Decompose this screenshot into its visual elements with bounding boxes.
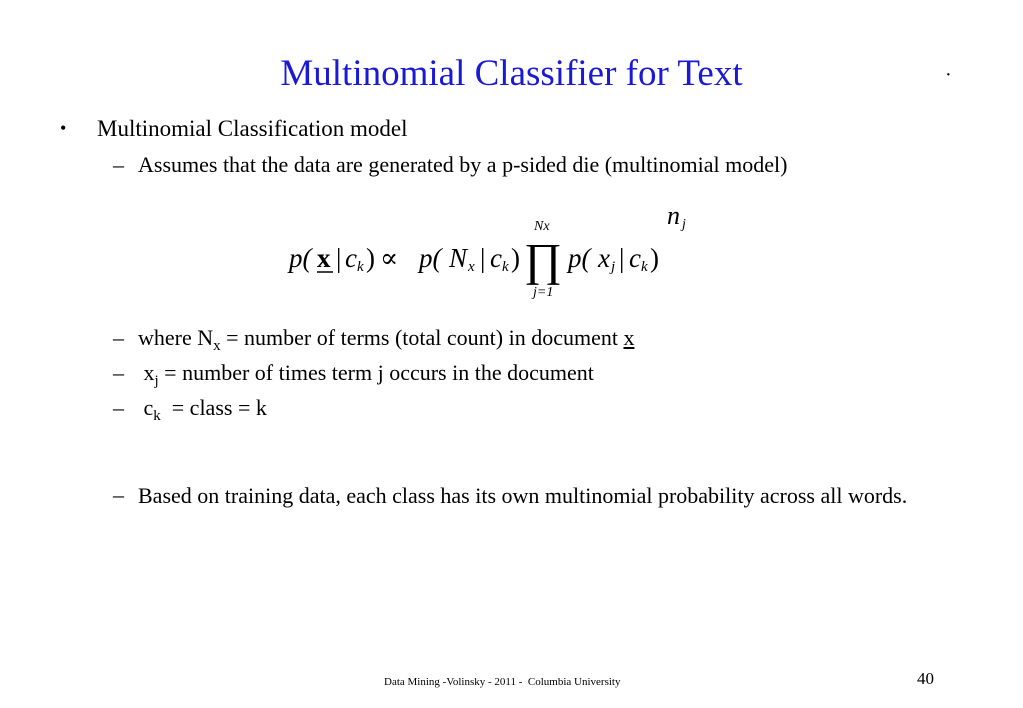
ck-description: = class = k bbox=[160, 395, 267, 420]
formula-r2-p: p( bbox=[568, 243, 591, 273]
nx-description: = number of terms (total count) in document bbox=[220, 325, 624, 350]
item-xj-definition bbox=[138, 360, 594, 389]
formula-r2-bar: | bbox=[619, 243, 625, 273]
dash-marker: – bbox=[113, 152, 124, 177]
dash-marker: – bbox=[113, 395, 124, 420]
formula-r1-x: x bbox=[468, 259, 475, 275]
formula-exponent-j: j bbox=[682, 217, 686, 232]
formula-r1-p: p( bbox=[419, 243, 442, 273]
formula-r2-c: c bbox=[629, 243, 641, 273]
dash-marker: – bbox=[113, 360, 124, 385]
formula-r1-close: ) bbox=[511, 243, 520, 273]
item-assumes: Assumes that the data are generated by a p-sided die (multinomial model) bbox=[138, 152, 788, 177]
formula-r2-close: ) bbox=[650, 243, 659, 273]
dash-marker: – bbox=[113, 325, 124, 350]
ck-symbol: c bbox=[143, 395, 154, 420]
page-number: 40 bbox=[917, 669, 934, 688]
nx-prefix: where N bbox=[138, 325, 214, 350]
formula-lhs-x: x bbox=[317, 243, 331, 273]
formula-lhs-bar: | bbox=[336, 243, 342, 273]
bullet-multinomial-model: Multinomial Classification model bbox=[97, 116, 408, 141]
bullet-marker: • bbox=[60, 118, 67, 138]
formula-lhs-p: p( bbox=[289, 243, 312, 273]
formula-product-lower: j=1 bbox=[533, 285, 554, 300]
ck-subscript: k bbox=[153, 408, 161, 424]
xj-symbol: x bbox=[143, 360, 155, 385]
formula-product-symbol: ∏ bbox=[524, 234, 562, 285]
formula-r2-j: j bbox=[611, 259, 616, 275]
formula-r1-c: c bbox=[490, 243, 502, 273]
xj-subscript: j bbox=[154, 373, 159, 389]
nx-subscript: x bbox=[213, 338, 221, 354]
item-ck-definition bbox=[138, 395, 267, 424]
formula-product-upper: Nx bbox=[534, 219, 550, 234]
formula-exponent-n: n bbox=[667, 201, 680, 230]
formula-proportional: ∝ bbox=[380, 243, 399, 273]
formula-r1-k: k bbox=[502, 259, 509, 275]
formula-r1-bar: | bbox=[480, 243, 486, 273]
formula-r2-x: x bbox=[598, 243, 610, 273]
formula-lhs-c: c bbox=[345, 243, 357, 273]
formula-lhs-close: ) bbox=[366, 243, 375, 273]
item-nx-definition bbox=[138, 325, 635, 354]
formula-r1-N: N bbox=[449, 243, 468, 273]
dash-marker: – bbox=[113, 482, 124, 507]
item-training-data: Based on training data, each class has its own multinomial probability across all words. bbox=[138, 483, 908, 508]
nx-document-symbol: x bbox=[623, 325, 635, 350]
slide-title: Multinomial Classifier for Text bbox=[280, 53, 743, 94]
slide-footer: Data Mining -Volinsky - 2011 - Columbia University bbox=[384, 676, 621, 688]
xj-description: = number of times term j occurs in the document bbox=[158, 360, 594, 385]
formula-lhs-k: k bbox=[357, 259, 364, 275]
corner-mark: · bbox=[945, 64, 952, 86]
formula-r2-k: k bbox=[641, 259, 648, 275]
